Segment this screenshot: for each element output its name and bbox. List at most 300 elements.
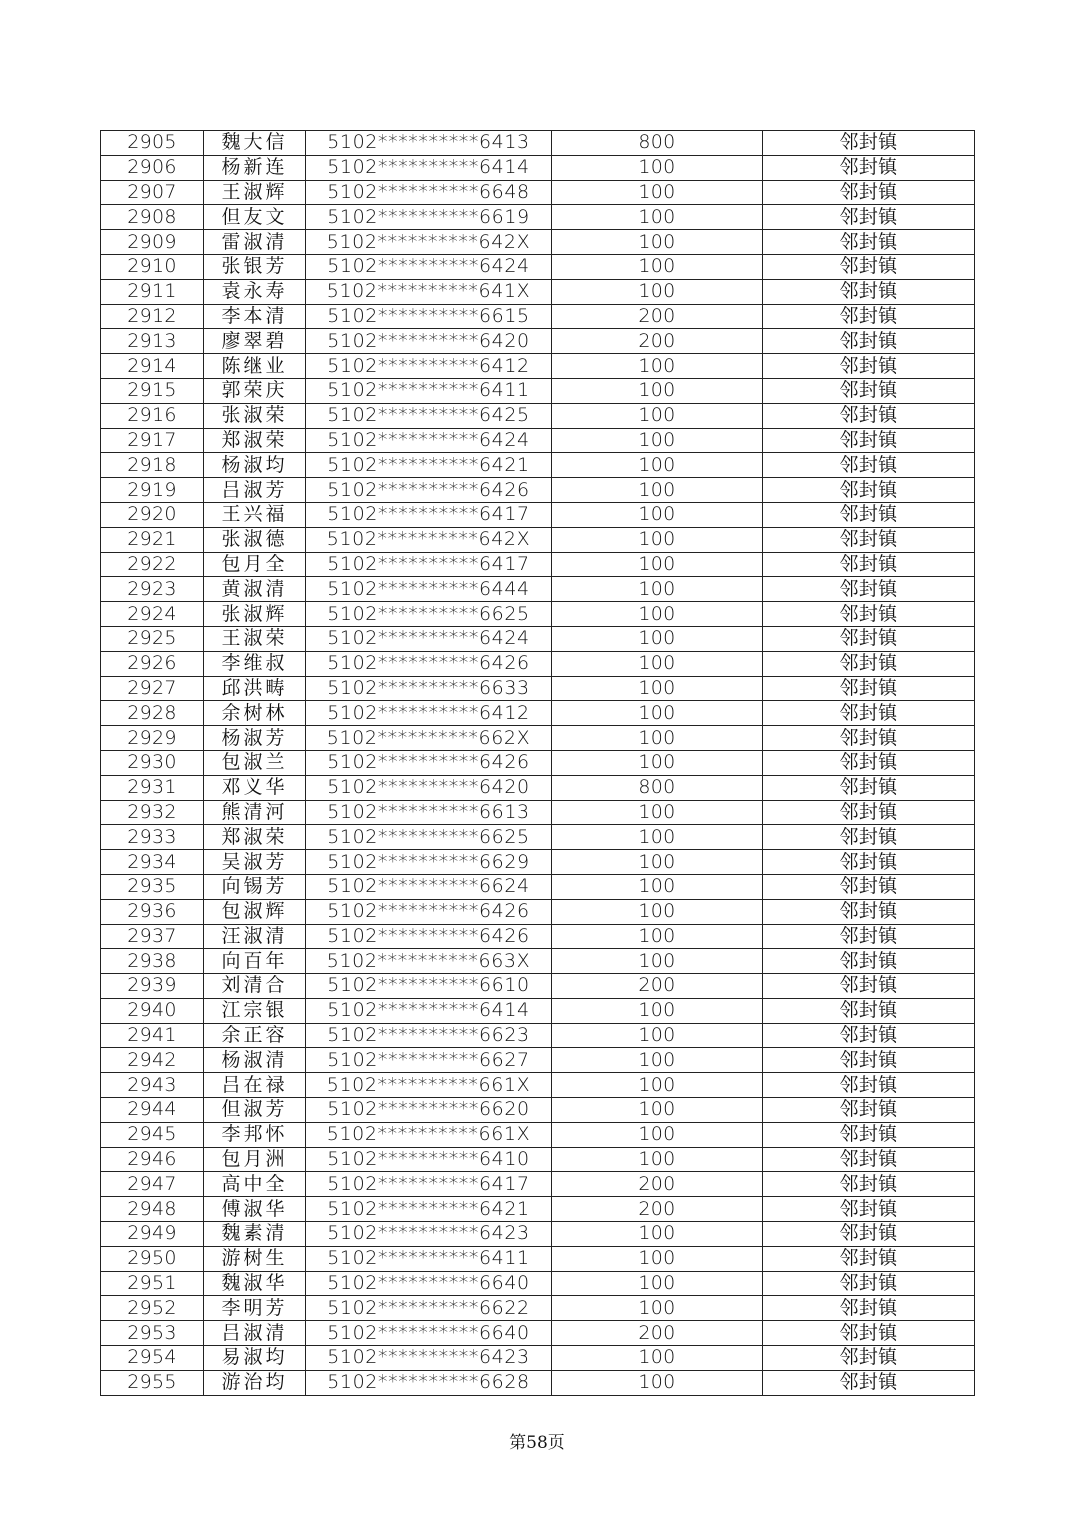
table-row: [101, 478, 975, 503]
amount-cell: 100: [552, 478, 763, 503]
township-cell: 邻封镇: [763, 726, 975, 751]
table-row: [101, 1321, 975, 1346]
amount-cell: 100: [552, 726, 763, 751]
township-cell: 邻封镇: [763, 825, 975, 850]
township-cell: 邻封镇: [763, 1048, 975, 1073]
table-row: [101, 626, 975, 651]
name-cell: 郑淑荣: [204, 825, 306, 850]
name-cell: 王淑辉: [204, 180, 306, 205]
serial-number-cell: 2950: [101, 1246, 204, 1271]
township-cell: 邻封镇: [763, 924, 975, 949]
table-row: [101, 205, 975, 230]
township-cell: 邻封镇: [763, 974, 975, 999]
name-cell: 邱洪畴: [204, 676, 306, 701]
name-cell: 刘清合: [204, 974, 306, 999]
amount-cell: 100: [552, 577, 763, 602]
table-row: [101, 676, 975, 701]
name-cell: 袁永寿: [204, 279, 306, 304]
township-cell: 邻封镇: [763, 354, 975, 379]
name-cell: 杨淑芳: [204, 726, 306, 751]
table-row: [101, 602, 975, 627]
name-cell: 魏大信: [204, 131, 306, 156]
id-number-cell: 5102**********6424: [306, 626, 552, 651]
serial-number-cell: 2946: [101, 1147, 204, 1172]
amount-cell: 100: [552, 998, 763, 1023]
township-cell: 邻封镇: [763, 701, 975, 726]
name-cell: 熊清河: [204, 800, 306, 825]
township-cell: 邻封镇: [763, 1271, 975, 1296]
name-cell: 廖翠碧: [204, 329, 306, 354]
table-row: [101, 1246, 975, 1271]
serial-number-cell: 2945: [101, 1122, 204, 1147]
serial-number-cell: 2923: [101, 577, 204, 602]
name-cell: 郭荣庆: [204, 378, 306, 403]
table-row: [101, 155, 975, 180]
serial-number-cell: 2944: [101, 1098, 204, 1123]
id-number-cell: 5102**********6417: [306, 502, 552, 527]
table-row: [101, 1346, 975, 1371]
roster-table: [100, 130, 975, 1396]
id-number-cell: 5102**********661X: [306, 1073, 552, 1098]
serial-number-cell: 2926: [101, 651, 204, 676]
amount-cell: 100: [552, 527, 763, 552]
amount-cell: 100: [552, 1023, 763, 1048]
name-cell: 吕淑芳: [204, 478, 306, 503]
table-row: [101, 180, 975, 205]
id-number-cell: 5102**********6411: [306, 1246, 552, 1271]
township-cell: 邻封镇: [763, 1023, 975, 1048]
amount-cell: 100: [552, 1073, 763, 1098]
amount-cell: 200: [552, 304, 763, 329]
township-cell: 邻封镇: [763, 329, 975, 354]
id-number-cell: 5102**********6625: [306, 825, 552, 850]
id-number-cell: 5102**********6629: [306, 850, 552, 875]
township-cell: 邻封镇: [763, 800, 975, 825]
serial-number-cell: 2942: [101, 1048, 204, 1073]
name-cell: 吕淑清: [204, 1321, 306, 1346]
amount-cell: 100: [552, 502, 763, 527]
amount-cell: 100: [552, 949, 763, 974]
township-cell: 邻封镇: [763, 205, 975, 230]
serial-number-cell: 2932: [101, 800, 204, 825]
township-cell: 邻封镇: [763, 403, 975, 428]
id-number-cell: 5102**********6610: [306, 974, 552, 999]
amount-cell: 100: [552, 428, 763, 453]
serial-number-cell: 2937: [101, 924, 204, 949]
serial-number-cell: 2909: [101, 230, 204, 255]
table-row: [101, 552, 975, 577]
name-cell: 李邦怀: [204, 1122, 306, 1147]
id-number-cell: 5102**********6633: [306, 676, 552, 701]
name-cell: 李本清: [204, 304, 306, 329]
township-cell: 邻封镇: [763, 626, 975, 651]
serial-number-cell: 2929: [101, 726, 204, 751]
township-cell: 邻封镇: [763, 304, 975, 329]
township-cell: 邻封镇: [763, 527, 975, 552]
table-row: [101, 502, 975, 527]
name-cell: 高中全: [204, 1172, 306, 1197]
serial-number-cell: 2910: [101, 254, 204, 279]
serial-number-cell: 2931: [101, 775, 204, 800]
id-number-cell: 5102**********6426: [306, 899, 552, 924]
table-row: [101, 1222, 975, 1247]
serial-number-cell: 2949: [101, 1222, 204, 1247]
id-number-cell: 5102**********663X: [306, 949, 552, 974]
township-cell: 邻封镇: [763, 230, 975, 255]
name-cell: 江宗银: [204, 998, 306, 1023]
id-number-cell: 5102**********6414: [306, 155, 552, 180]
serial-number-cell: 2941: [101, 1023, 204, 1048]
township-cell: 邻封镇: [763, 552, 975, 577]
serial-number-cell: 2938: [101, 949, 204, 974]
serial-number-cell: 2928: [101, 701, 204, 726]
township-cell: 邻封镇: [763, 750, 975, 775]
township-cell: 邻封镇: [763, 1246, 975, 1271]
serial-number-cell: 2916: [101, 403, 204, 428]
township-cell: 邻封镇: [763, 1073, 975, 1098]
township-cell: 邻封镇: [763, 1296, 975, 1321]
township-cell: 邻封镇: [763, 676, 975, 701]
amount-cell: 200: [552, 1321, 763, 1346]
id-number-cell: 5102**********6411: [306, 378, 552, 403]
amount-cell: 100: [552, 1370, 763, 1395]
id-number-cell: 5102**********642X: [306, 527, 552, 552]
amount-cell: 200: [552, 1172, 763, 1197]
name-cell: 余正容: [204, 1023, 306, 1048]
township-cell: 邻封镇: [763, 131, 975, 156]
id-number-cell: 5102**********6625: [306, 602, 552, 627]
township-cell: 邻封镇: [763, 1147, 975, 1172]
name-cell: 邓义华: [204, 775, 306, 800]
table-row: [101, 304, 975, 329]
id-number-cell: 5102**********6413: [306, 131, 552, 156]
township-cell: 邻封镇: [763, 1370, 975, 1395]
serial-number-cell: 2934: [101, 850, 204, 875]
amount-cell: 100: [552, 850, 763, 875]
name-cell: 陈继业: [204, 354, 306, 379]
page-number: 第58页: [509, 1433, 565, 1453]
name-cell: 杨新连: [204, 155, 306, 180]
table-row: [101, 701, 975, 726]
amount-cell: 100: [552, 602, 763, 627]
id-number-cell: 5102**********6426: [306, 924, 552, 949]
name-cell: 但友文: [204, 205, 306, 230]
name-cell: 张淑辉: [204, 602, 306, 627]
name-cell: 傅淑华: [204, 1197, 306, 1222]
table-row: [101, 230, 975, 255]
serial-number-cell: 2953: [101, 1321, 204, 1346]
amount-cell: 100: [552, 1098, 763, 1123]
serial-number-cell: 2913: [101, 329, 204, 354]
id-number-cell: 5102**********6444: [306, 577, 552, 602]
table-row: [101, 775, 975, 800]
amount-cell: 100: [552, 552, 763, 577]
amount-cell: 100: [552, 1048, 763, 1073]
serial-number-cell: 2951: [101, 1271, 204, 1296]
township-cell: 邻封镇: [763, 998, 975, 1023]
amount-cell: 100: [552, 924, 763, 949]
serial-number-cell: 2954: [101, 1346, 204, 1371]
table-row: [101, 453, 975, 478]
township-cell: 邻封镇: [763, 279, 975, 304]
amount-cell: 100: [552, 378, 763, 403]
amount-cell: 800: [552, 131, 763, 156]
table-row: [101, 874, 975, 899]
township-cell: 邻封镇: [763, 775, 975, 800]
name-cell: 李维叔: [204, 651, 306, 676]
name-cell: 张银芳: [204, 254, 306, 279]
table-row: [101, 1023, 975, 1048]
serial-number-cell: 2925: [101, 626, 204, 651]
table-row: [101, 825, 975, 850]
serial-number-cell: 2940: [101, 998, 204, 1023]
serial-number-cell: 2935: [101, 874, 204, 899]
serial-number-cell: 2911: [101, 279, 204, 304]
id-number-cell: 5102**********6619: [306, 205, 552, 230]
table-row: [101, 1296, 975, 1321]
id-number-cell: 5102**********6640: [306, 1271, 552, 1296]
name-cell: 包淑兰: [204, 750, 306, 775]
id-number-cell: 5102**********6410: [306, 1147, 552, 1172]
table-row: [101, 279, 975, 304]
name-cell: 黄淑清: [204, 577, 306, 602]
name-cell: 余树林: [204, 701, 306, 726]
serial-number-cell: 2908: [101, 205, 204, 230]
table-row: [101, 651, 975, 676]
amount-cell: 100: [552, 750, 763, 775]
serial-number-cell: 2922: [101, 552, 204, 577]
name-cell: 张淑德: [204, 527, 306, 552]
id-number-cell: 5102**********6417: [306, 1172, 552, 1197]
table-row: [101, 1172, 975, 1197]
id-number-cell: 5102**********6648: [306, 180, 552, 205]
name-cell: 易淑均: [204, 1346, 306, 1371]
amount-cell: 100: [552, 1296, 763, 1321]
township-cell: 邻封镇: [763, 1222, 975, 1247]
township-cell: 邻封镇: [763, 1321, 975, 1346]
id-number-cell: 5102**********6640: [306, 1321, 552, 1346]
id-number-cell: 5102**********6622: [306, 1296, 552, 1321]
serial-number-cell: 2927: [101, 676, 204, 701]
name-cell: 魏淑华: [204, 1271, 306, 1296]
township-cell: 邻封镇: [763, 254, 975, 279]
table-row: [101, 726, 975, 751]
serial-number-cell: 2920: [101, 502, 204, 527]
township-cell: 邻封镇: [763, 378, 975, 403]
name-cell: 游树生: [204, 1246, 306, 1271]
table-row: [101, 1073, 975, 1098]
id-number-cell: 5102**********6615: [306, 304, 552, 329]
amount-cell: 100: [552, 825, 763, 850]
id-number-cell: 5102**********6421: [306, 453, 552, 478]
table-row: [101, 1197, 975, 1222]
township-cell: 邻封镇: [763, 949, 975, 974]
table-row: [101, 1370, 975, 1395]
table-row: [101, 1122, 975, 1147]
table-row: [101, 378, 975, 403]
id-number-cell: 5102**********6412: [306, 354, 552, 379]
table-row: [101, 949, 975, 974]
township-cell: 邻封镇: [763, 577, 975, 602]
id-number-cell: 5102**********6420: [306, 329, 552, 354]
amount-cell: 100: [552, 676, 763, 701]
amount-cell: 100: [552, 800, 763, 825]
township-cell: 邻封镇: [763, 155, 975, 180]
name-cell: 但淑芳: [204, 1098, 306, 1123]
table-row: [101, 403, 975, 428]
name-cell: 包月洲: [204, 1147, 306, 1172]
serial-number-cell: 2919: [101, 478, 204, 503]
amount-cell: 100: [552, 403, 763, 428]
amount-cell: 100: [552, 155, 763, 180]
id-number-cell: 5102**********6414: [306, 998, 552, 1023]
township-cell: 邻封镇: [763, 180, 975, 205]
name-cell: 包月全: [204, 552, 306, 577]
id-number-cell: 5102**********6423: [306, 1346, 552, 1371]
table-row: [101, 527, 975, 552]
township-cell: 邻封镇: [763, 1197, 975, 1222]
serial-number-cell: 2939: [101, 974, 204, 999]
id-number-cell: 5102**********661X: [306, 1122, 552, 1147]
name-cell: 雷淑清: [204, 230, 306, 255]
id-number-cell: 5102**********6613: [306, 800, 552, 825]
name-cell: 游治均: [204, 1370, 306, 1395]
amount-cell: 100: [552, 651, 763, 676]
township-cell: 邻封镇: [763, 1098, 975, 1123]
id-number-cell: 5102**********6426: [306, 750, 552, 775]
name-cell: 向锡芳: [204, 874, 306, 899]
amount-cell: 100: [552, 626, 763, 651]
serial-number-cell: 2918: [101, 453, 204, 478]
name-cell: 杨淑清: [204, 1048, 306, 1073]
table-row: [101, 329, 975, 354]
name-cell: 汪淑清: [204, 924, 306, 949]
amount-cell: 100: [552, 205, 763, 230]
id-number-cell: 5102**********6421: [306, 1197, 552, 1222]
township-cell: 邻封镇: [763, 453, 975, 478]
township-cell: 邻封镇: [763, 850, 975, 875]
amount-cell: 200: [552, 329, 763, 354]
township-cell: 邻封镇: [763, 502, 975, 527]
id-number-cell: 5102**********6426: [306, 478, 552, 503]
amount-cell: 100: [552, 874, 763, 899]
amount-cell: 100: [552, 354, 763, 379]
id-number-cell: 5102**********6620: [306, 1098, 552, 1123]
id-number-cell: 5102**********6412: [306, 701, 552, 726]
table-row: [101, 974, 975, 999]
township-cell: 邻封镇: [763, 478, 975, 503]
amount-cell: 100: [552, 230, 763, 255]
name-cell: 王兴福: [204, 502, 306, 527]
table-row: [101, 1147, 975, 1172]
serial-number-cell: 2912: [101, 304, 204, 329]
id-number-cell: 5102**********662X: [306, 726, 552, 751]
name-cell: 张淑荣: [204, 403, 306, 428]
amount-cell: 100: [552, 1122, 763, 1147]
amount-cell: 100: [552, 254, 763, 279]
serial-number-cell: 2917: [101, 428, 204, 453]
serial-number-cell: 2921: [101, 527, 204, 552]
township-cell: 邻封镇: [763, 899, 975, 924]
township-cell: 邻封镇: [763, 1172, 975, 1197]
serial-number-cell: 2947: [101, 1172, 204, 1197]
name-cell: 吴淑芳: [204, 850, 306, 875]
amount-cell: 100: [552, 180, 763, 205]
amount-cell: 100: [552, 1222, 763, 1247]
amount-cell: 200: [552, 974, 763, 999]
amount-cell: 100: [552, 701, 763, 726]
name-cell: 魏素清: [204, 1222, 306, 1247]
amount-cell: 100: [552, 453, 763, 478]
name-cell: 李明芳: [204, 1296, 306, 1321]
amount-cell: 100: [552, 1147, 763, 1172]
id-number-cell: 5102**********6624: [306, 874, 552, 899]
name-cell: 向百年: [204, 949, 306, 974]
township-cell: 邻封镇: [763, 874, 975, 899]
id-number-cell: 5102**********6425: [306, 403, 552, 428]
id-number-cell: 5102**********6424: [306, 428, 552, 453]
table-row: [101, 998, 975, 1023]
table-row: [101, 899, 975, 924]
table-row: [101, 750, 975, 775]
serial-number-cell: 2907: [101, 180, 204, 205]
amount-cell: 100: [552, 1246, 763, 1271]
township-cell: 邻封镇: [763, 1346, 975, 1371]
amount-cell: 200: [552, 1197, 763, 1222]
id-number-cell: 5102**********6623: [306, 1023, 552, 1048]
table-row: [101, 850, 975, 875]
id-number-cell: 5102**********6628: [306, 1370, 552, 1395]
serial-number-cell: 2906: [101, 155, 204, 180]
serial-number-cell: 2915: [101, 378, 204, 403]
name-cell: 郑淑荣: [204, 428, 306, 453]
id-number-cell: 5102**********6423: [306, 1222, 552, 1247]
table-row: [101, 354, 975, 379]
roster-table-body: [101, 131, 975, 1396]
township-cell: 邻封镇: [763, 428, 975, 453]
table-row: [101, 131, 975, 156]
id-number-cell: 5102**********6627: [306, 1048, 552, 1073]
id-number-cell: 5102**********641X: [306, 279, 552, 304]
amount-cell: 100: [552, 1346, 763, 1371]
table-row: [101, 924, 975, 949]
id-number-cell: 5102**********6420: [306, 775, 552, 800]
serial-number-cell: 2952: [101, 1296, 204, 1321]
table-row: [101, 1098, 975, 1123]
amount-cell: 100: [552, 1271, 763, 1296]
serial-number-cell: 2955: [101, 1370, 204, 1395]
name-cell: 包淑辉: [204, 899, 306, 924]
serial-number-cell: 2930: [101, 750, 204, 775]
serial-number-cell: 2943: [101, 1073, 204, 1098]
township-cell: 邻封镇: [763, 602, 975, 627]
id-number-cell: 5102**********642X: [306, 230, 552, 255]
table-row: [101, 428, 975, 453]
name-cell: 吕在禄: [204, 1073, 306, 1098]
roster-table-container: [100, 130, 974, 1396]
name-cell: 王淑荣: [204, 626, 306, 651]
name-cell: 杨淑均: [204, 453, 306, 478]
amount-cell: 100: [552, 899, 763, 924]
table-row: [101, 800, 975, 825]
serial-number-cell: 2933: [101, 825, 204, 850]
id-number-cell: 5102**********6417: [306, 552, 552, 577]
table-row: [101, 1271, 975, 1296]
serial-number-cell: 2948: [101, 1197, 204, 1222]
serial-number-cell: 2914: [101, 354, 204, 379]
amount-cell: 100: [552, 279, 763, 304]
township-cell: 邻封镇: [763, 651, 975, 676]
